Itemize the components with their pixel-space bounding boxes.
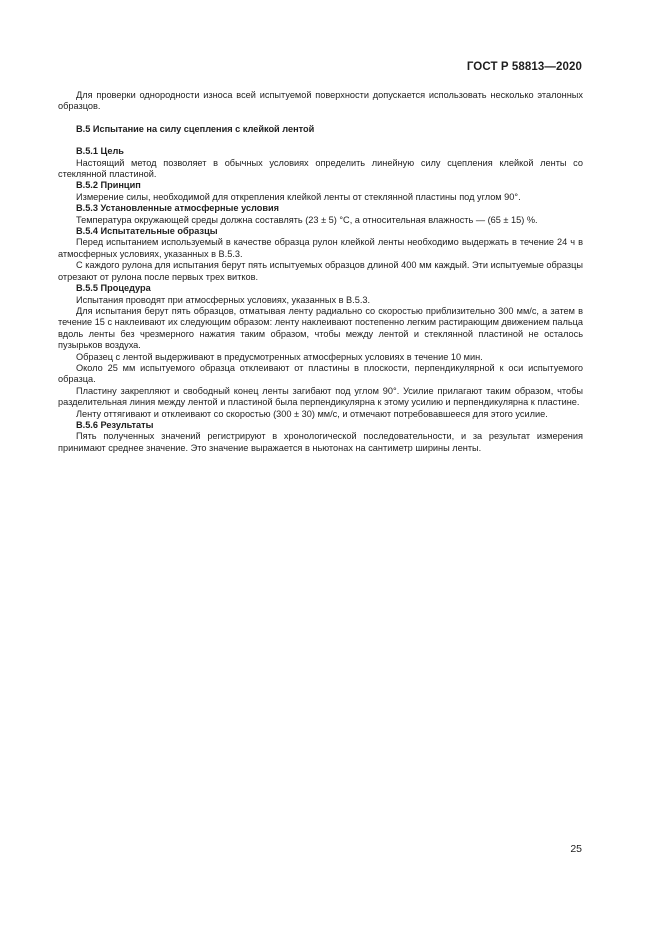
paragraph-b55-6: Ленту оттягивают и отклеивают со скоростью (300 ± 30) мм/с, и отмечают потребовавшееся для этого усилие.	[76, 408, 548, 419]
subsection-heading-b56: В.5.6 Результаты	[76, 419, 154, 430]
paragraph-b54-2: С каждого рулона для испытания берут пять испытуемых образцов длиной 400 мм каждый. Эти испытуемые образцы отрезают от рулона после первых трех витков.	[58, 260, 583, 282]
section-heading-b5: В.5 Испытание на силу сцепления с клейкой лентой	[76, 123, 315, 134]
subsection-heading-b51: В.5.1 Цель	[76, 146, 124, 157]
paragraph-b52: Измерение силы, необходимой для открепления клейкой ленты от стеклянной пластины под углом 90°.	[76, 191, 521, 202]
doc-code-header: ГОСТ Р 58813—2020	[466, 61, 582, 73]
subsection-heading-b52: В.5.2 Принцип	[76, 180, 141, 191]
paragraph-b53: Температура окружающей среды должна составлять (23 ± 5) °С, а относительная влажность — (65 ± 15) %.	[76, 214, 538, 225]
page-number: 25	[570, 843, 582, 855]
intro-paragraph: Для проверки однородности износа всей испытуемой поверхности допускается использовать несколько эталонных образцов.	[58, 90, 583, 112]
paragraph-b55-2: Для испытания берут пять образцов, отматывая ленту радиально со скоростью приблизительно 300 мм/с, а затем в течение 15 с наклеивают их следующим образом: ленту наклеивают постепенно легким растирающим движением пальца вдоль ленты без чрезмерного нажатия таким образом, чтобы между лентой и стеклянной пластиной не осталось пузырьков воздуха.	[58, 305, 583, 351]
paragraph-b55-1: Испытания проводят при атмосферных условиях, указанных в В.5.3.	[76, 294, 371, 305]
paragraph-b55-4: Около 25 мм испытуемого образца отклеивают от пластины в плоскости, перпендикулярной к оси испытуемого образца.	[58, 362, 583, 385]
page-content	[58, 90, 583, 454]
paragraph-b54-1: Перед испытанием используемый в качестве образца рулон клейкой ленты необходимо выдержать в течение 24 ч в атмосферных условиях, указанных в В.5.3.	[58, 237, 583, 259]
paragraph-b56: Пять полученных значений регистрируют в хронологической последовательности, и за результат измерения принимают среднее значение. Это значение выражается в ньютонах на сантиметр ширины ленты.	[58, 431, 583, 453]
subsection-heading-b55: В.5.5 Процедура	[76, 283, 151, 294]
paragraph-b51: Настоящий метод позволяет в обычных условиях определить линейную силу сцепления клейкой ленты со стеклянной пластиной.	[58, 157, 583, 180]
subsection-heading-b54: В.5.4 Испытательные образцы	[76, 226, 218, 237]
paragraph-b55-5: Пластину закрепляют и свободный конец ленты загибают под углом 90°. Усилие прилагают таким образом, чтобы разделительная линия между лентой и пластиной была перпендикулярна к этому усилию и перпендикулярна к пластине.	[58, 385, 583, 408]
paragraph-b55-3: Образец с лентой выдерживают в предусмотренных атмосферных условиях в течение 10 мин.	[76, 351, 483, 362]
subsection-heading-b53: В.5.3 Установленные атмосферные условия	[76, 203, 280, 214]
